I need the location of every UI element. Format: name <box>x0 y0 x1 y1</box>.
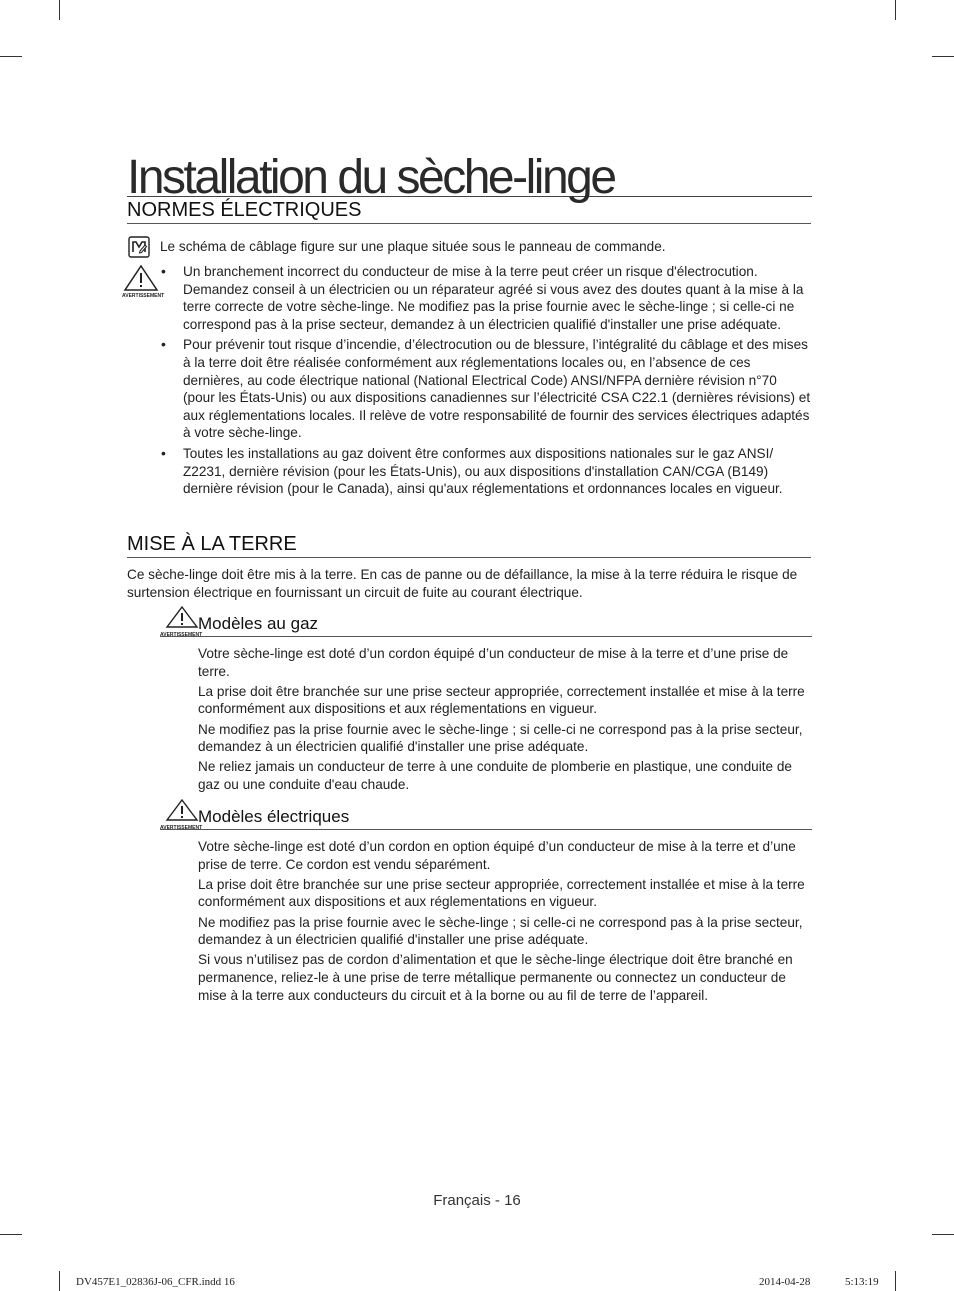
paragraph: Ne modifiez pas la prise fournie avec le sèche-linge ; si celle-ci ne correspond pas à la prise secteur, demandez à un électricien qualifié d'installer une prise adéquate. <box>198 914 803 948</box>
section-heading-terre: MISE À LA TERRE <box>127 532 811 558</box>
crop-mark <box>932 1234 954 1235</box>
page-number: Français - 16 <box>433 1192 521 1209</box>
warning-label: AVERTISSEMENT <box>160 632 203 638</box>
crop-mark <box>0 1234 22 1235</box>
warning-icon <box>122 264 165 300</box>
terre-intro: Ce sèche-linge doit être mis à la terre. En cas de panne ou de défaillance, la mise à la terre réduira le risque de surtension électrique en fournissant un circuit de fuite au courant électrique. <box>127 567 798 600</box>
subheading-electrique-label: Modèles électriques <box>198 807 350 826</box>
warning-icon <box>164 606 200 628</box>
print-time: 5:13:19 <box>845 1276 879 1288</box>
gaz-paragraphs <box>198 645 810 796</box>
note-icon <box>128 236 150 258</box>
crop-mark <box>932 56 954 57</box>
list-item: • Pour prévenir tout risque d’incendie, d’électrocution ou de blessure, l’intégralité du câblage et des mises à la terre doit être réalisée conformément aux réglementations locales ou, en l’absence de ces dernières, au code électrique national (National Electrical Code) ANSI/NFPA dernière révision n°70 (pour les États-Unis) ou aux dispositions canadiennes sur l’électricité CSA C22.1 (dernières révisions) et aux réglementations locales. Il relève de votre responsabilité de fournir des services électriques adaptés à votre sèche-linge. <box>161 336 811 442</box>
paragraph: Si vous n’utilisez pas de cordon d’alimentation et que le sèche-linge électrique doit être branché en permanence, reliez-le à une prise de terre métallique permanente ou connectez un conducteur de mise à la terre aux conducteurs du circuit et à la borne ou au fil de terre de l’appareil. <box>198 952 793 1003</box>
warning-bullet-list <box>161 263 811 501</box>
print-date: 2014-04-28 <box>759 1276 811 1288</box>
file-slug: DV457E1_02836J-06_CFR.indd 16 <box>76 1276 235 1288</box>
page-title: Installation du sèche-linge <box>127 150 812 197</box>
crop-mark <box>59 1271 60 1291</box>
crop-mark <box>59 0 60 20</box>
warning-label: AVERTISSEMENT <box>122 293 165 299</box>
warning-label: AVERTISSEMENT <box>160 825 203 831</box>
paragraph: Votre sèche-linge est doté d’un cordon équipé d’un conducteur de mise à la terre et d’une prise de terre. <box>198 646 789 679</box>
subheading-gaz <box>160 612 812 637</box>
section-heading-normes: NORMES ÉLECTRIQUES <box>127 198 811 224</box>
elec-paragraphs <box>198 838 810 1007</box>
list-item: • Un branchement incorrect du conducteur de mise à la terre peut créer un risque d'électrocution. Demandez conseil à un électricien ou un réparateur agréé si vous avez des doutes quant à la mise à la terre correcte de votre sèche-linge. Ne modifiez pas la prise fournie avec le sèche-linge ; si celle-ci ne correspond pas à la prise secteur, demandez à un électricien qualifié d'installer une prise adéquate. <box>161 263 811 333</box>
crop-mark <box>895 1271 896 1291</box>
paragraph: Ne modifiez pas la prise fournie avec le sèche-linge ; si celle-ci ne correspond pas à la prise secteur, demandez à un électricien qualifié d'installer une prise adéquate. <box>198 721 803 755</box>
list-item: • Toutes les installations au gaz doivent être conformes aux dispositions nationales sur le gaz ANSI/ Z2231, dernière révision (pour les États-Unis), ou aux dispositions d'installation CAN/CGA (B149) dernière révision (pour le Canada), ainsi qu'aux réglementations et ordonnances locales en vigueur. <box>161 445 811 498</box>
subheading-gaz-label: Modèles au gaz <box>198 614 319 633</box>
crop-mark <box>0 56 22 57</box>
paragraph: La prise doit être branchée sur une prise secteur appropriée, correctement installée et mise à la terre conformément aux dispositions et aux réglementations en vigueur. <box>198 876 805 910</box>
paragraph: Votre sèche-linge est doté d’un cordon en option équipé d’un conducteur de mise à la terre et d’une prise de terre. Ce cordon est vendu séparément. <box>198 839 796 872</box>
paragraph: La prise doit être branchée sur une prise secteur appropriée, correctement installée et mise à la terre conformément aux dispositions et aux réglementations en vigueur. <box>198 683 805 717</box>
crop-mark <box>895 0 896 20</box>
warning-icon <box>164 799 200 821</box>
note-text: Le schéma de câblage figure sur une plaque située sous le panneau de commande. <box>160 239 666 254</box>
subheading-electrique <box>160 805 812 830</box>
paragraph: Ne reliez jamais un conducteur de terre à une conduite de plomberie en plastique, une conduite de gaz ou une conduite d'eau chaude. <box>198 759 792 792</box>
